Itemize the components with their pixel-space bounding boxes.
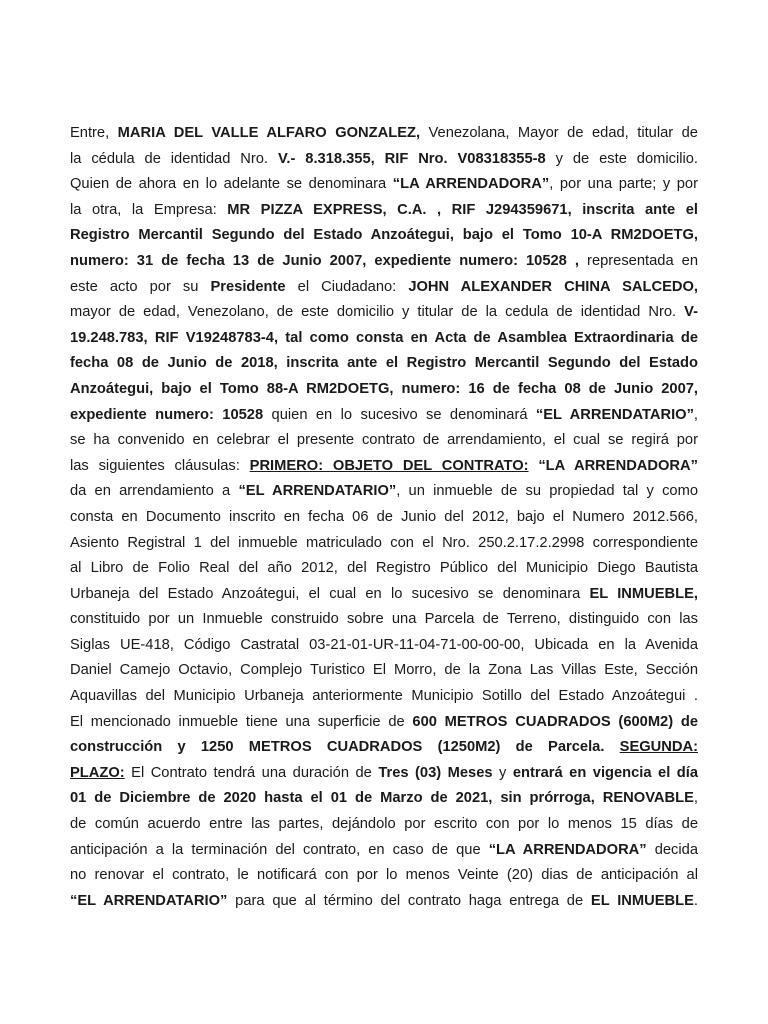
body-text: las siguientes cláusulas:	[70, 457, 250, 474]
text-line	[70, 889, 698, 915]
body-text: la otra, la Empresa:	[70, 201, 228, 218]
text-line	[70, 223, 698, 249]
body-text: .	[693, 892, 698, 909]
body-text: El Contrato tendrá una duración de	[124, 764, 379, 781]
body-text: mayor de edad, Venezolano, de este domicilio y titular de la cedula de identidad Nro.	[70, 304, 685, 321]
text-line	[70, 607, 698, 633]
bold-text: “EL ARRENDATARIO”	[238, 483, 397, 500]
bold-text: “EL ARRENDATARIO”	[70, 892, 228, 909]
text-line	[70, 403, 698, 429]
bold-text: “LA ARRENDADORA”	[488, 841, 647, 858]
bold-text: EL INMUEBLE	[590, 892, 694, 909]
body-text: , un inmueble de su propiedad tal y como	[396, 483, 698, 500]
body-text: ,	[693, 790, 698, 807]
body-text: ,	[693, 406, 699, 423]
bold-text: Tres (03) Meses	[378, 764, 493, 781]
text-line	[70, 121, 698, 147]
text-line	[70, 812, 698, 838]
clause-heading: SEGUNDA:	[619, 739, 698, 756]
text-line	[70, 838, 698, 864]
bold-text: Registro Mercantil Segundo del Estado Anzoátegui, bajo el Tomo 10-A RM2DOETG,	[70, 227, 698, 244]
body-text: y de este domicilio.	[545, 150, 698, 167]
text-line	[70, 479, 698, 505]
bold-text: Presidente	[210, 278, 286, 295]
body-text: se ha convenido en celebrar el presente contrato de arrendamiento, el cual se regirá por	[70, 432, 698, 449]
bold-text: “EL ARRENDATARIO”	[535, 406, 694, 423]
clause-heading: PLAZO:	[70, 764, 125, 781]
body-text: la cédula de identidad Nro.	[70, 150, 278, 167]
body-text: anticipación a la terminación del contrato, en caso de que	[70, 841, 489, 858]
text-line	[70, 531, 698, 557]
text-line	[70, 377, 698, 403]
body-text: El mencionado inmueble tiene una superficie de	[70, 713, 413, 730]
clause-heading: PRIMERO: OBJETO DEL CONTRATO:	[249, 457, 529, 474]
text-line	[70, 633, 698, 659]
bold-text: V-	[684, 304, 698, 321]
text-line	[70, 454, 698, 480]
bold-text: construcción y 1250 METROS CUADRADOS (1250M2) de Parcela.	[70, 739, 605, 756]
body-text: Venezolana, Mayor de edad, titular de	[420, 125, 698, 141]
body-text: Siglas UE-418, Código Castratal 03-21-01-UR-11-04-71-00-00-00, Ubicada en la Avenida	[70, 636, 698, 653]
bold-text: JOHN ALEXANDER CHINA SALCEDO,	[408, 278, 698, 295]
body-text: decida	[646, 841, 698, 858]
body-text: quien en lo sucesivo se denominará	[263, 406, 536, 423]
bold-text: 600 METROS CUADRADOS (600M2) de	[412, 713, 698, 730]
text-line	[70, 735, 698, 761]
bold-text: MARIA DEL VALLE ALFARO GONZALEZ,	[117, 125, 421, 141]
body-text: Aquavillas del Municipio Urbaneja anteriormente Municipio Sotillo del Estado Anzoátegui .	[70, 688, 698, 705]
body-text: de común acuerdo entre las partes, dejándolo por escrito con por lo menos 15 días de	[70, 816, 698, 833]
body-text: al Libro de Folio Real del año 2012, del Registro Público del Municipio Diego Bautista	[70, 560, 698, 577]
text-line	[70, 505, 698, 531]
bold-text: expediente numero: 10528	[70, 406, 264, 423]
body-text: y	[492, 764, 513, 781]
bold-text: “LA ARRENDADORA”	[392, 176, 550, 193]
text-line	[70, 658, 698, 684]
body-text: , por una parte; y por	[549, 176, 698, 193]
bold-text: fecha 08 de Junio de 2018, inscrita ante el Registro Mercantil Segundo del Estado	[70, 355, 698, 372]
bold-text: entrará en vigencia el día	[512, 764, 698, 781]
body-text: Entre,	[70, 125, 118, 141]
body-text: da en arrendamiento a	[70, 483, 239, 500]
text-line	[70, 326, 698, 352]
bold-text: MR PIZZA EXPRESS, C.A. , RIF J294359671, inscrita ante el	[227, 201, 698, 218]
text-line	[70, 863, 698, 889]
text-line	[70, 786, 698, 812]
bold-text: 01 de Diciembre de 2020 hasta el 01 de Marzo de 2021, sin prórroga, RENOVABLE	[70, 790, 694, 807]
body-text: representada en	[579, 252, 698, 269]
body-text: Asiento Registral 1 del inmueble matriculado con el Nro. 250.2.17.2.2998 correspondiente	[70, 534, 698, 551]
body-text: este acto por su	[70, 278, 211, 295]
bold-text: V.- 8.318.355, RIF Nro. V08318355-8	[277, 150, 546, 167]
body-text	[604, 739, 619, 755]
bold-text: numero: 31 de fecha 13 de Junio 2007, expediente numero: 10528 ,	[70, 252, 579, 269]
text-line	[70, 556, 698, 582]
body-text: consta en Documento inscrito en fecha 06 de Junio del 2012, bajo el Numero 2012.566,	[70, 508, 698, 525]
text-line	[70, 172, 698, 198]
text-line	[70, 582, 698, 608]
text-line	[70, 710, 698, 736]
contract-paragraph	[70, 121, 698, 914]
text-line	[70, 351, 698, 377]
body-text: constituido por un Inmueble construido sobre una Parcela de Terreno, distinguido con las	[70, 611, 698, 628]
bold-text: Anzoátegui, bajo el Tomo 88-A RM2DOETG, numero: 16 de fecha 08 de Junio 2007,	[70, 380, 698, 397]
text-line	[70, 147, 698, 173]
text-line	[70, 428, 698, 454]
body-text: Quien de ahora en lo adelante se denominara	[70, 176, 393, 193]
text-line	[70, 249, 698, 275]
bold-text: 19.248.783, RIF V19248783-4, tal como consta en Acta de Asamblea Extraordinaria de	[70, 329, 698, 346]
bold-text: “LA ARRENDADORA”	[528, 457, 698, 474]
body-text: no renovar el contrato, le notificará con por lo menos Veinte (20) dias de anticipación al	[70, 867, 698, 884]
text-line	[70, 761, 698, 787]
body-text: para que al término del contrato haga entrega de	[227, 892, 591, 909]
text-line	[70, 275, 698, 301]
text-line	[70, 684, 698, 710]
body-text: el Ciudadano:	[285, 278, 409, 295]
bold-text: EL INMUEBLE,	[589, 585, 698, 602]
text-line	[70, 300, 698, 326]
body-text: Daniel Camejo Octavio, Complejo Turistico El Morro, de la Zona Las Villas Este, Sección	[70, 662, 698, 679]
body-text: Urbaneja del Estado Anzoátegui, el cual en lo sucesivo se denominara	[70, 585, 590, 602]
text-line	[70, 198, 698, 224]
